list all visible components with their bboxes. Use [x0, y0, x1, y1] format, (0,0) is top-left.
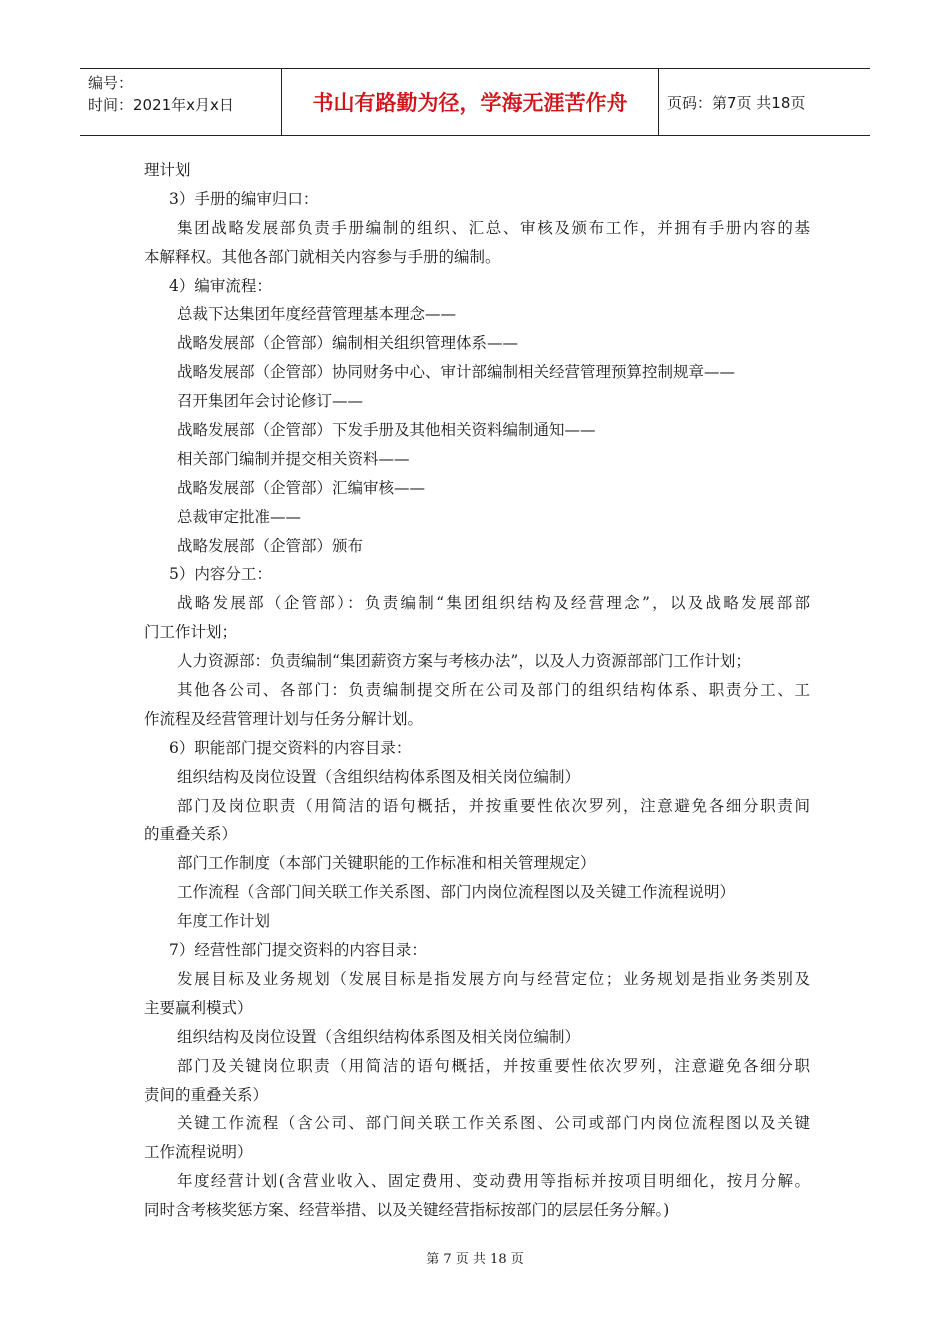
- flow-step: 战略发展部（企管部）颁布: [177, 536, 364, 555]
- text-line: 战略发展部（企管部）：负责编制“集团组织结构及经营理念”，以及战略发展部部: [177, 594, 810, 613]
- page-footer: 第 7 页 共 18 页: [426, 1252, 524, 1267]
- section-heading: 7）经营性部门提交资料的内容目录：: [169, 941, 427, 960]
- text-line: 主要赢利模式）: [144, 998, 253, 1017]
- list-item: 发展目标及业务规划（发展目标是指发展方向与经营定位；业务规划是指业务类别及: [177, 969, 810, 988]
- list-item: 部门及关键岗位职责（用简洁的语句概括，并按重要性依次罗列，注意避免各细分职: [177, 1056, 810, 1075]
- flow-step: 召开集团年会讨论修订——: [177, 392, 364, 411]
- section-heading: 5）内容分工：: [169, 565, 272, 584]
- text-line: 本解释权。其他各部门就相关内容参与手册的编制。: [144, 247, 501, 266]
- text-line: 同时含考核奖惩方案、经营举措、以及关键经营指标按部门的层层任务分解。): [144, 1201, 670, 1220]
- text-line: 责间的重叠关系）: [144, 1085, 269, 1104]
- list-item: 组织结构及岗位设置（含组织结构体系图及相关岗位编制）: [177, 1027, 581, 1046]
- number-label: 编号：: [88, 74, 134, 92]
- flow-step: 战略发展部（企管部）下发手册及其他相关资料编制通知——: [177, 421, 596, 440]
- section-heading: 4）编审流程：: [169, 276, 272, 295]
- flow-step: 战略发展部（企管部）协同财务中心、审计部编制相关经营管理预算控制规章——: [177, 363, 736, 382]
- section-heading: 6）职能部门提交资料的内容目录：: [169, 738, 412, 757]
- list-item: 工作流程（含部门间关联工作关系图、部门内岗位流程图以及关键工作流程说明）: [177, 883, 736, 902]
- text-line: 作流程及经营管理计划与任务分解计划。: [144, 709, 424, 728]
- list-item: 部门工作制度（本部门关键职能的工作标准和相关管理规定）: [177, 854, 596, 873]
- list-item: 年度工作计划: [177, 912, 271, 931]
- flow-step: 战略发展部（企管部）汇编审核——: [177, 478, 426, 497]
- header-meta: [80, 69, 282, 135]
- flow-step: 战略发展部（企管部）编制相关组织管理体系——: [177, 334, 519, 353]
- document-body: [144, 156, 810, 1225]
- header-motto: 书山有路勤为径，学海无涯苦作舟: [282, 69, 659, 135]
- flow-step: 相关部门编制并提交相关资料——: [177, 449, 410, 468]
- text-line: 理计划: [144, 161, 191, 179]
- list-item: 组织结构及岗位设置（含组织结构体系图及相关岗位编制）: [177, 767, 581, 786]
- flow-step: 总裁下达集团年度经营管理基本理念——: [177, 305, 457, 324]
- page-header: [80, 68, 870, 136]
- section-heading: 3）手册的编审归口：: [169, 189, 319, 208]
- list-item: 关键工作流程（含公司、部门间关联工作关系图、公司或部门内岗位流程图以及关键: [177, 1114, 810, 1133]
- flow-step: 总裁审定批准——: [177, 507, 302, 526]
- list-item: 部门及岗位职责（用简洁的语句概括，并按重要性依次罗列，注意避免各细分职责间: [177, 796, 810, 815]
- list-item: 年度经营计划(含营业收入、固定费用、变动费用等指标并按项目明细化，按月分解。: [177, 1172, 810, 1191]
- text-line: 其他各公司、各部门：负责编制提交所在公司及部门的组织结构体系、职责分工、工: [177, 681, 810, 700]
- text-line: 门工作计划；: [144, 623, 238, 642]
- text-line: 人力资源部：负责编制“集团薪资方案与考核办法”，以及人力资源部部门工作计划；: [177, 652, 751, 671]
- text-line: 工作流程说明）: [144, 1143, 253, 1162]
- header-page-info: 页码：第7页 共18页: [667, 93, 806, 112]
- text-line: 集团战略发展部负责手册编制的组织、汇总、审核及颁布工作，并拥有手册内容的基: [177, 218, 810, 237]
- text-line: 的重叠关系）: [144, 825, 238, 844]
- date-label: 时间：2021年x月x日: [88, 96, 234, 114]
